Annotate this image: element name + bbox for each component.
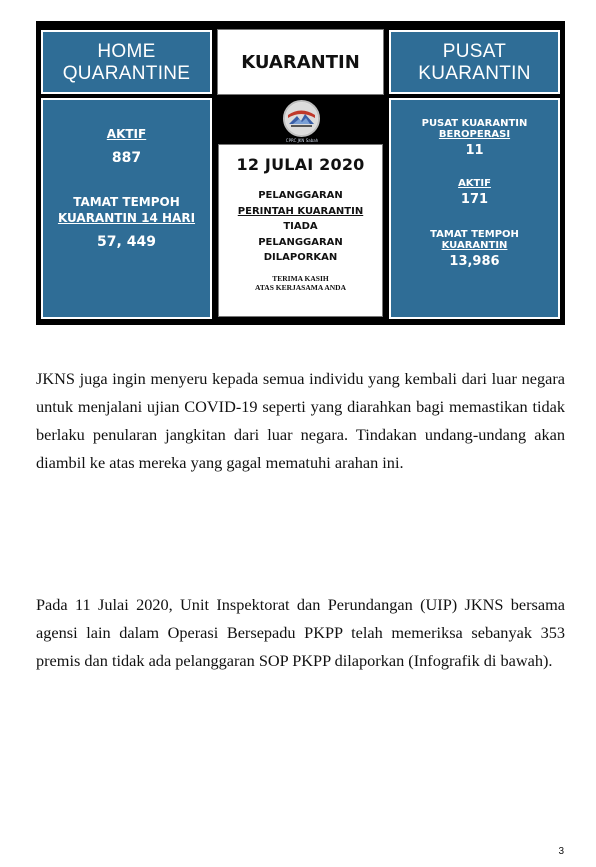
pusat-active-value: 171 [460,192,489,207]
cprc-logo-icon [283,100,320,137]
pusat-completed-label-line1: TAMAT TEMPOH [430,229,519,240]
quarantine-infographic [36,21,565,325]
page-number: 3 [558,846,564,857]
operating-label-line1: PUSAT KUARANTIN [421,118,528,129]
violation-line2: PERINTAH KUARANTIN [237,205,364,217]
home-completed-value: 57, 449 [97,234,156,250]
pusat-kuarantin-title-line1: PUSAT [442,41,507,62]
home-quarantine-header [41,30,212,94]
home-quarantine-stats [41,98,212,319]
operating-value: 11 [465,143,484,158]
thanks-line1: TERIMA KASIH [272,273,329,283]
pusat-completed-label-line2: KUARANTIN [441,240,508,251]
center-notice [218,144,383,317]
home-completed-label-line1: TAMAT TEMPOH [73,195,180,209]
pusat-kuarantin-title-line2: KUARANTIN [418,63,531,84]
kuarantin-title: KUARANTIN [218,30,383,94]
pusat-kuarantin-stats [389,98,560,319]
violation-line1: PELANGGARAN [258,190,343,201]
thanks-line2: ATAS KERJASAMA ANDA [255,282,346,292]
operating-label-line2: BEROPERASI [438,129,511,140]
pusat-completed-value: 13,986 [449,254,500,269]
home-active-label: AKTIF [106,127,147,141]
pusat-active-label: AKTIF [458,178,491,189]
pusat-kuarantin-header [389,30,560,94]
report-date: 12 JULAI 2020 [236,155,365,174]
home-quarantine-title-line1: HOME [97,41,156,62]
paragraph-covid-testing: JKNS juga ingin menyeru kepada semua individu yang kembali dari luar negara untuk menjalani ujian COVID-19 seperti yang diarahkan bagi memastikan tidak berlaku penularan jangkitan dari luar negara. Tindakan undang-undang akan diambil ke atas mereka yang gagal mematuhi arahan ini. [36,369,565,472]
home-completed-label-line2: KUARANTIN 14 HARI [57,211,196,225]
violation-line4: PELANGGARAN [258,236,343,248]
home-active-value: 887 [111,150,142,166]
paragraph-inspection: Pada 11 Julai 2020, Unit Inspektorat dan Perundangan (UIP) JKNS bersama agensi lain dalam Operasi Bersepadu PKPP telah memeriksa sebanyak 353 premis dan tidak ada pelanggaran SOP PKPP dilaporkan (Infografik di bawah). [36,595,565,670]
violation-line5: DILAPORKAN [263,252,338,263]
home-quarantine-title-line2: QUARANTINE [62,63,191,84]
violation-line3: TIADA [283,221,318,232]
logo-caption: CPRC JKN Sabah [285,138,319,143]
